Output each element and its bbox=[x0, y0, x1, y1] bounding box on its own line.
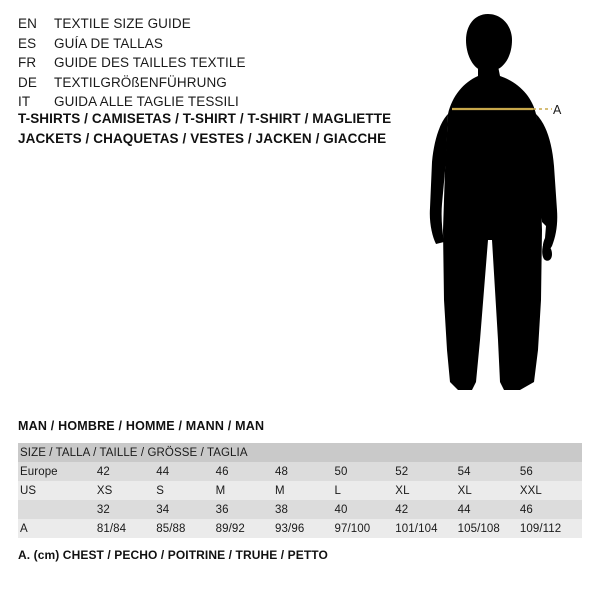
cell-a-0: 81/84 bbox=[97, 519, 156, 538]
row-label-a: A bbox=[18, 519, 97, 538]
category-tshirts: T-SHIRTS / CAMISETAS / T-SHIRT / T-SHIRT / MAGLIETTE bbox=[18, 111, 392, 126]
table-header-label: SIZE / TALLA / TAILLE / GRÖSSE / TAGLIA bbox=[18, 443, 582, 462]
cell-europe-3: 48 bbox=[275, 462, 334, 481]
language-code-it: IT bbox=[18, 94, 31, 109]
table-row bbox=[18, 500, 582, 519]
category-jackets: JACKETS / CHAQUETAS / VESTES / JACKEN / GIACCHE bbox=[18, 131, 387, 146]
footnote-chest: A. (cm) CHEST / PECHO / POITRINE / TRUHE / PETTO bbox=[18, 548, 328, 562]
cell-numeric-3: 38 bbox=[275, 500, 334, 519]
male-silhouette-icon bbox=[400, 10, 600, 410]
language-header-block bbox=[18, 14, 378, 112]
table-header-row bbox=[18, 443, 582, 462]
row-label-numeric bbox=[18, 500, 97, 519]
cell-numeric-1: 34 bbox=[156, 500, 215, 519]
language-text-de: TEXTILGRÖßENFÜHRUNG bbox=[54, 74, 227, 90]
language-row-en bbox=[18, 14, 378, 34]
cell-us-6: XL bbox=[458, 481, 520, 500]
cell-numeric-4: 40 bbox=[334, 500, 395, 519]
cell-numeric-7: 46 bbox=[520, 500, 582, 519]
cell-us-3: M bbox=[275, 481, 334, 500]
cell-us-4: L bbox=[334, 481, 395, 500]
language-text-it: GUIDA ALLE TAGLIE TESSILI bbox=[54, 94, 239, 109]
size-table bbox=[18, 443, 582, 538]
cell-numeric-5: 42 bbox=[395, 500, 457, 519]
language-row-de bbox=[18, 73, 378, 93]
language-row-fr bbox=[18, 53, 378, 73]
language-row-es bbox=[18, 34, 378, 54]
cell-a-3: 93/96 bbox=[275, 519, 334, 538]
body-figure bbox=[400, 10, 600, 410]
measure-label-a: A bbox=[553, 103, 562, 117]
cell-europe-1: 44 bbox=[156, 462, 215, 481]
cell-us-2: M bbox=[216, 481, 275, 500]
cell-a-2: 89/92 bbox=[216, 519, 275, 538]
cell-europe-6: 54 bbox=[458, 462, 520, 481]
cell-us-5: XL bbox=[395, 481, 457, 500]
table-row bbox=[18, 519, 582, 538]
gender-label: MAN / HOMBRE / HOMME / MANN / MAN bbox=[18, 419, 265, 433]
cell-us-7: XXL bbox=[520, 481, 582, 500]
cell-us-1: S bbox=[156, 481, 215, 500]
row-label-us: US bbox=[18, 481, 97, 500]
language-text-es: GUÍA DE TALLAS bbox=[54, 35, 163, 51]
cell-numeric-2: 36 bbox=[216, 500, 275, 519]
cell-us-0: XS bbox=[97, 481, 156, 500]
cell-a-6: 105/108 bbox=[458, 519, 520, 538]
cell-a-1: 85/88 bbox=[156, 519, 215, 538]
language-code-de: DE bbox=[18, 74, 37, 90]
language-text-en: TEXTILE SIZE GUIDE bbox=[54, 16, 191, 31]
language-text-fr: GUIDE DES TAILLES TEXTILE bbox=[54, 55, 246, 70]
language-code-es: ES bbox=[18, 35, 37, 51]
cell-numeric-0: 32 bbox=[97, 500, 156, 519]
cell-europe-0: 42 bbox=[97, 462, 156, 481]
cell-europe-7: 56 bbox=[520, 462, 582, 481]
table-row bbox=[18, 481, 582, 500]
cell-a-5: 101/104 bbox=[395, 519, 457, 538]
cell-europe-5: 52 bbox=[395, 462, 457, 481]
cell-europe-4: 50 bbox=[334, 462, 395, 481]
cell-a-7: 109/112 bbox=[520, 519, 582, 538]
cell-numeric-6: 44 bbox=[458, 500, 520, 519]
cell-a-4: 97/100 bbox=[334, 519, 395, 538]
language-code-fr: FR bbox=[18, 55, 37, 70]
language-row-it bbox=[18, 92, 378, 112]
table-row bbox=[18, 462, 582, 481]
row-label-europe: Europe bbox=[18, 462, 97, 481]
cell-europe-2: 46 bbox=[216, 462, 275, 481]
language-code-en: EN bbox=[18, 16, 37, 31]
